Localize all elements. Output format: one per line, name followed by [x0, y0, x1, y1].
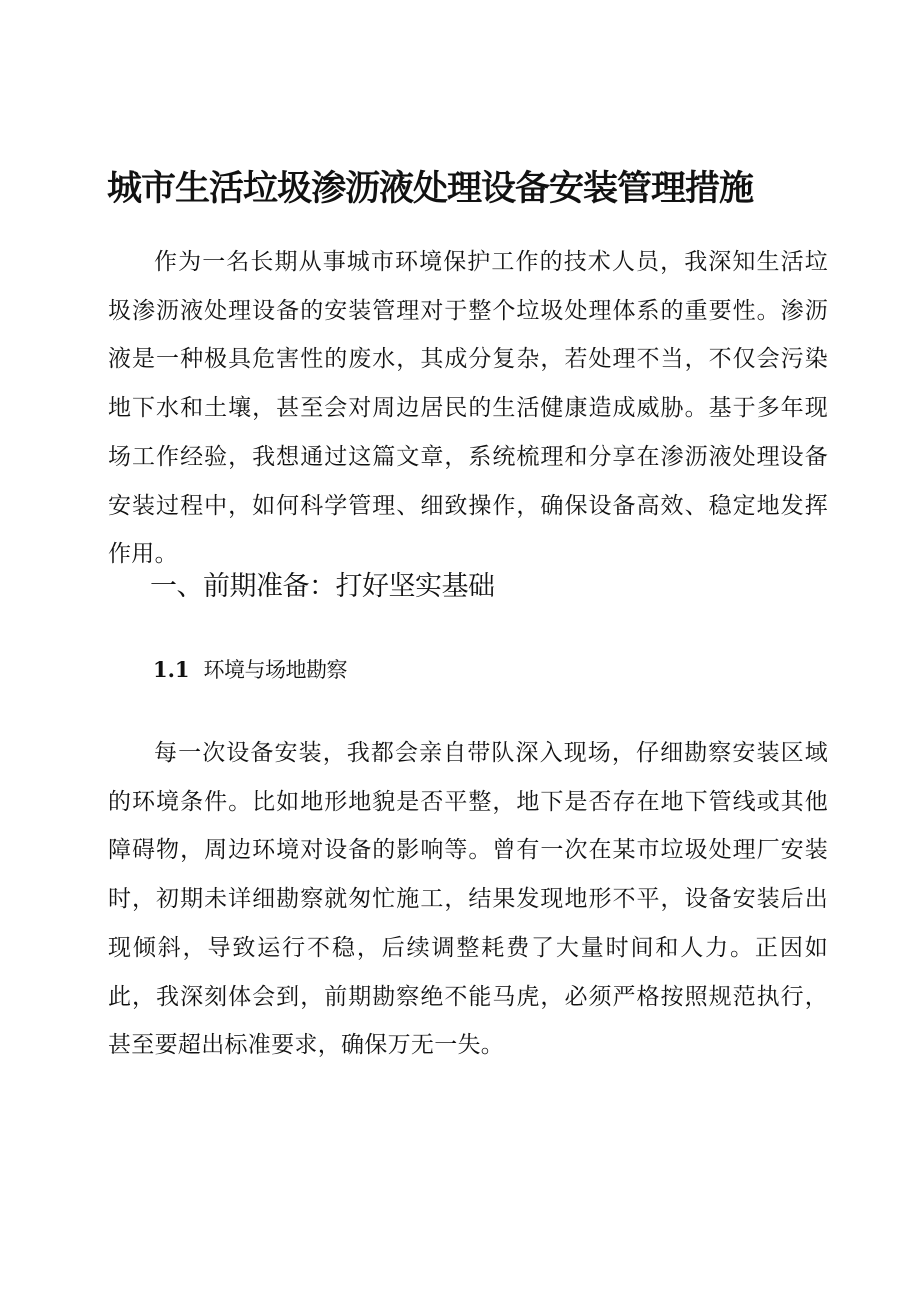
subsection-title: 环境与场地勘察	[203, 658, 348, 682]
intro-paragraph: 作为一名长期从事城市环境保护工作的技术人员，我深知生活垃圾渗沥液处理设备的安装管理对于整个垃圾处理体系的重要性。渗沥液是一种极具危害性的废水，其成分复杂，若处理不当，不仅会污染地下水和土壤，甚至会对周边居民的生活健康造成威胁。基于多年现场工作经验，我想通过这篇文章，系统梳理和分享在渗沥液处理设备安装过程中，如何科学管理、细致操作，确保设备高效、稳定地发挥作用。	[108, 249, 828, 568]
subsection-number: 1.1	[153, 657, 190, 682]
document-title: 城市生活垃圾渗沥液处理设备安装管理措施	[107, 169, 754, 209]
subsection-paragraph: 每一次设备安装，我都会亲自带队深入现场，仔细勘察安装区域的环境条件。比如地形地貌是否平整，地下是否存在地下管线或其他障碍物，周边环境对设备的影响等。曾有一次在某市垃圾处理厂安装时，初期未详细勘察就匆忙施工，结果发现地形不平，设备安装后出现倾斜，导致运行不稳，后续调整耗费了大量时间和人力。正因如此，我深刻体会到，前期勘察绝不能马虎，必须严格按照规范执行，甚至要超出标准要求，确保万无一失。	[108, 740, 828, 1059]
section-heading-1: 一、前期准备：打好坚实基础	[150, 571, 495, 602]
subsection-heading-1-1	[153, 655, 347, 685]
